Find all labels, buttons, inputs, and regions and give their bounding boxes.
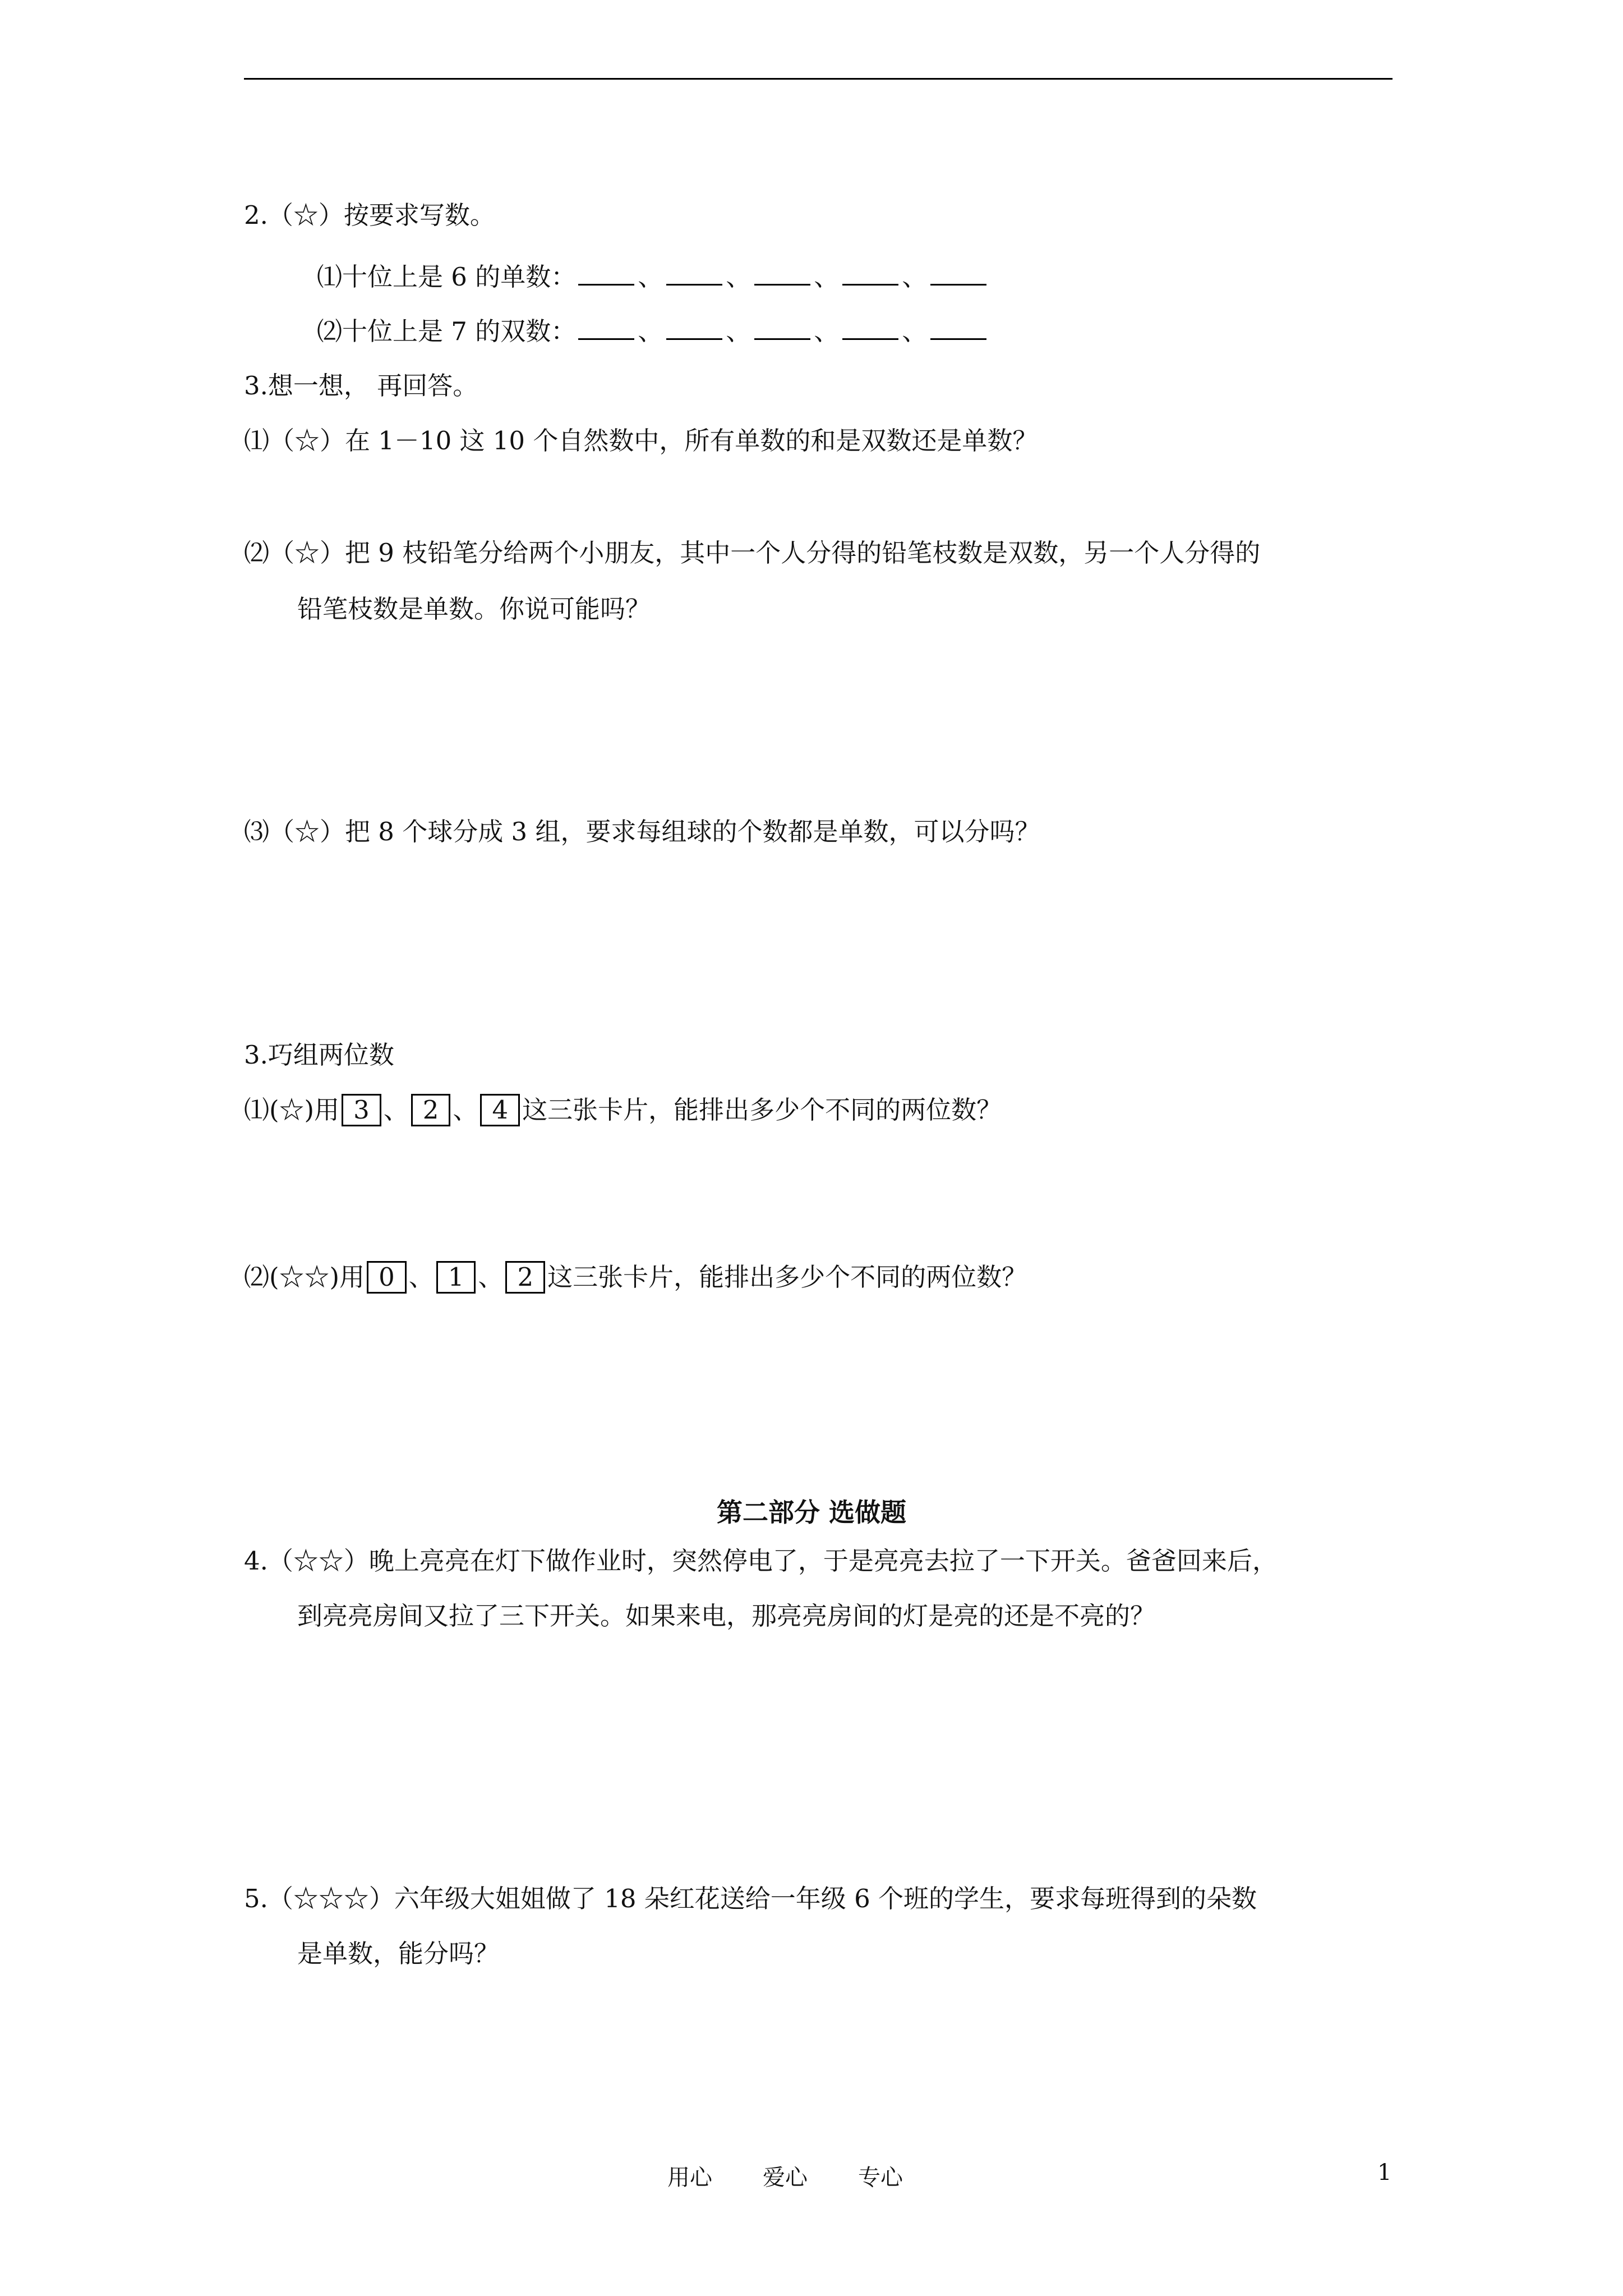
answer-blank[interactable] [666,315,722,340]
q4-line1: 4.（☆☆）晚上亮亮在灯下做作业时，突然停电了，于是亮亮去拉了一下开关。爸爸回来后， [244,1546,1278,1576]
number-card: 2 [505,1261,545,1294]
q3b-p2: ⑵(☆☆)用 0 、 1 、 2 这三张卡片，能排出多少个不同的两位数？ [244,1261,1027,1294]
answer-blank[interactable] [666,260,722,286]
header-rule [244,78,1393,80]
answer-blank[interactable] [578,260,634,286]
q2-sub1: ⑴十位上是 6 的单数： 、 、 、 、 [317,260,989,293]
q5-line1: 5.（☆☆☆）六年级大姐姐做了 18 朵红花送给一年级 6 个班的学生，要求每班得到的朵数 [244,1884,1257,1913]
q3a-title: 3.想一想， 再回答。 [244,371,478,401]
q3b-title: 3.巧组两位数 [244,1040,394,1070]
answer-blank[interactable] [842,315,898,340]
answer-blank[interactable] [754,315,810,340]
section-heading: 第二部分 选做题 [716,1497,906,1527]
q2-sub1-label: ⑴十位上是 6 的单数： [317,262,577,292]
q2-title: 2.（☆）按要求写数。 [244,200,495,230]
footer-item: 爱心 [763,2165,808,2191]
number-card: 1 [436,1261,476,1294]
q2-sub2-label: ⑵十位上是 7 的双数： [317,316,577,346]
q5-line2: 是单数，能分吗？ [297,1939,500,1968]
footer-motto [667,2160,953,2192]
q3a-p3: ⑶（☆）把 8 个球分成 3 组，要求每组球的个数都是单数，可以分吗？ [244,817,1040,846]
answer-blank[interactable] [754,260,810,286]
answer-blank[interactable] [930,260,986,286]
page-number: 1 [1377,2160,1392,2185]
q3a-p1: ⑴（☆）在 1－10 这 10 个自然数中，所有单数的和是双数还是单数？ [244,426,1038,455]
footer-item: 专心 [858,2165,903,2191]
number-card: 3 [342,1094,381,1126]
answer-blank[interactable] [930,315,986,340]
q3a-p2-line1: ⑵（☆）把 9 枝铅笔分给两个小朋友，其中一个人分得的铅笔枝数是双数，另一个人分得的 [244,538,1261,568]
q4-line2: 到亮亮房间又拉了三下开关。如果来电，那亮亮房间的灯是亮的还是不亮的？ [297,1601,1156,1631]
q3b-p1: ⑴(☆)用 3 、 2 、 4 这三张卡片，能排出多少个不同的两位数？ [244,1094,1002,1126]
q2-sub2: ⑵十位上是 7 的双数： 、 、 、 、 [317,315,989,347]
number-card: 4 [480,1094,520,1126]
footer-item: 用心 [667,2165,712,2191]
q3a-p2-line2: 铅笔枝数是单数。你说可能吗？ [297,594,651,624]
number-card: 0 [367,1261,407,1294]
number-card: 2 [411,1094,451,1126]
answer-blank[interactable] [842,260,898,286]
answer-blank[interactable] [578,315,634,340]
